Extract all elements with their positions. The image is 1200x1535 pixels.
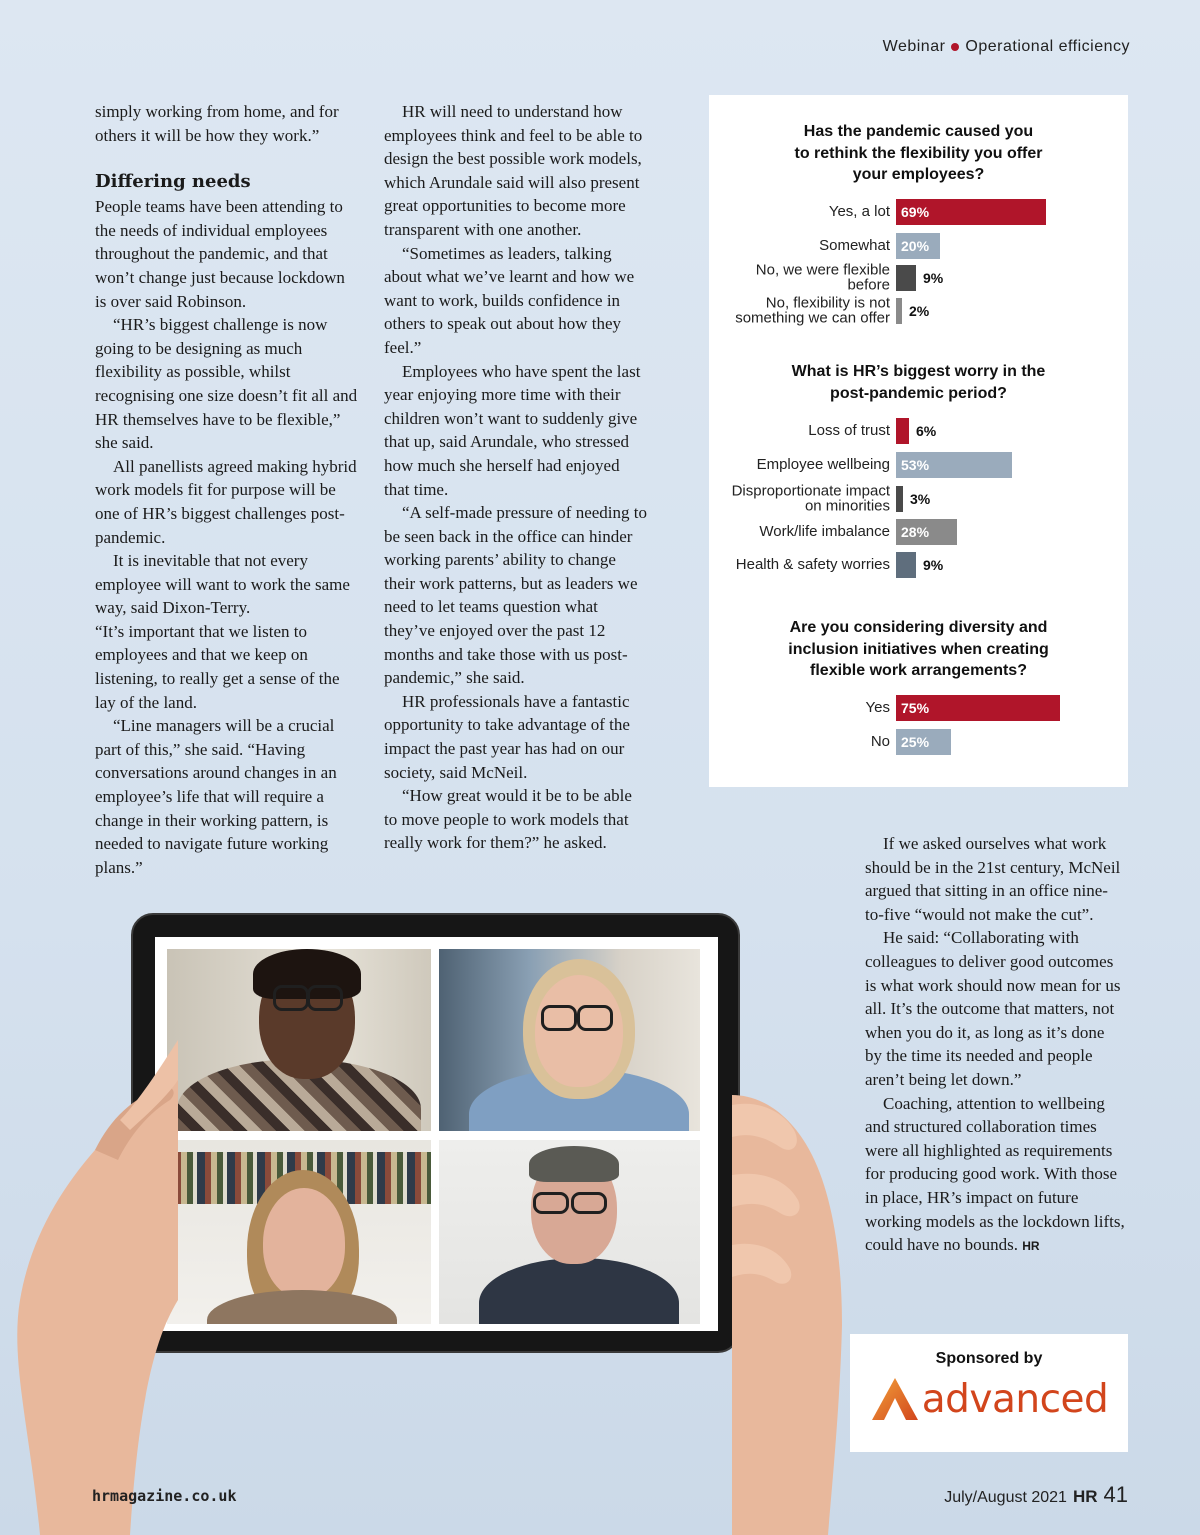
paragraph: “It’s important that we listen to employees and that we keep on listening, to really get a sense of the lay of the land. <box>95 621 340 712</box>
sponsor-box <box>850 1334 1128 1452</box>
bar-category-label: Work/life imbalance <box>759 522 890 540</box>
bar-value-label: 6% <box>916 423 937 439</box>
paragraph: “Sometimes as leaders, talking about what we’ve learnt and how we want to work, builds confidence in others to speak out about how they feel.” <box>384 243 635 357</box>
end-mark: HR <box>1022 1239 1040 1254</box>
bar-value-label: 53% <box>901 457 930 473</box>
issue-date: July/August 2021 <box>944 1489 1067 1506</box>
advanced-logo-text: advanced <box>921 1376 1109 1422</box>
paragraph: “Line managers will be a crucial part of this,” she said. “Having conversations around changes in an employee’s life that will require a change in their working pattern, is needed to navigate future working plans.” <box>95 716 337 877</box>
survey-row <box>709 695 1128 721</box>
paragraph: All panellists agreed making hybrid work models fit for purpose will be one of HR’s biggest challenges post-pandemic. <box>95 456 357 547</box>
bar-value-label: 2% <box>909 303 930 319</box>
bar <box>896 418 909 444</box>
survey-row <box>709 233 1128 259</box>
article-column-2 <box>384 100 649 855</box>
bar-category-label: Somewhat <box>819 236 890 254</box>
survey-row <box>709 729 1128 755</box>
bar-category-label: Loss of trust <box>808 421 890 439</box>
bar-value-label: 3% <box>910 491 931 507</box>
bar-value-label: 25% <box>901 734 930 750</box>
paragraph: Employees who have spent the last year enjoying more time with their children won’t want to suddenly give that up, said Arundale, who stressed how much she herself had enjoyed that time. <box>384 361 641 499</box>
right-hand-image <box>732 1085 872 1535</box>
sponsor-label: Sponsored by <box>935 1350 1043 1367</box>
video-tile-participant-2 <box>439 949 700 1131</box>
video-tile-participant-1 <box>167 949 431 1131</box>
video-tile-participant-4 <box>439 1140 700 1324</box>
video-tile-participant-3 <box>167 1140 431 1324</box>
bar-value-label: 20% <box>901 238 930 254</box>
article-column-3 <box>865 832 1125 1259</box>
survey-panel <box>709 95 1128 787</box>
survey-question-2: What is HR’s biggest worry in the post-pandemic period? <box>791 363 1046 402</box>
bar-category-label: No, flexibility is not something we can offer <box>735 294 890 326</box>
bar <box>896 265 916 291</box>
page-number: 41 <box>1103 1482 1128 1507</box>
section-label: Webinar <box>882 38 946 55</box>
page-footer <box>944 1482 1128 1508</box>
paragraph: “A self-made pressure of needing to be seen back in the office can hinder working parents’ ability to change their work patterns, but as leaders we need to let teams question what they’ve enjoyed over the past 12 months and take those with us post-pandemic,” she said. <box>384 503 647 688</box>
bar <box>896 552 916 578</box>
bar <box>896 298 902 324</box>
bar-value-label: 9% <box>923 557 944 573</box>
topic-label: Operational efficiency <box>965 38 1130 55</box>
paragraph: It is inevitable that not every employee will want to work the same way, said Dixon-Terry. <box>95 551 350 618</box>
website-url: hrmagazine.co.uk <box>92 1487 237 1505</box>
advanced-logo-mark-icon <box>870 1376 920 1422</box>
survey-row <box>709 294 1128 326</box>
paragraph: He said: “Collaborating with colleagues to deliver good outcomes is what work should now mean for us all. It’s the outcome that matters, not when you do it, as long as it’s done by the time its needed and people aren’t being let down.” <box>865 928 1121 1089</box>
advanced-logo <box>850 1376 1128 1422</box>
bar-category-label: No, we were flexible before <box>755 261 890 293</box>
survey-row <box>709 418 1128 444</box>
paragraph: HR professionals have a fantastic opportunity to take advantage of the impact the past year has had on our society, said McNeil. <box>384 691 630 782</box>
paragraph: “HR’s biggest challenge is now going to be designing as much flexibility as possible, whilst recognising one size doesn’t fit all and HR themselves have to be flexible,” she said. <box>95 315 358 453</box>
tablet-device <box>131 913 740 1353</box>
magazine-name: HR <box>1072 1487 1098 1506</box>
bar-value-label: 69% <box>901 204 930 220</box>
bar-category-label: No <box>870 732 890 750</box>
bullet-dot-icon <box>951 43 959 51</box>
survey-row <box>709 199 1128 225</box>
bar-category-label: Health & safety worries <box>735 555 890 573</box>
bar-category-label: Yes, a lot <box>828 202 890 220</box>
survey-question-1: Has the pandemic caused you to rethink the flexibility you offer your employees? <box>794 123 1043 183</box>
bar-value-label: 9% <box>923 270 944 286</box>
bar-value-label: 75% <box>901 700 930 716</box>
survey-question-3: Are you considering diversity and inclusion initiatives when creating flexible work arrangements? <box>788 619 1049 679</box>
survey-row <box>709 261 1128 293</box>
paragraph: simply working from home, and for others it will be how they work.” <box>95 102 339 145</box>
bar-category-label: Disproportionate impact on minorities <box>731 482 890 514</box>
paragraph: If we asked ourselves what work should be in the 21st century, McNeil argued that sitting in an office nine-to-five “would not make the cut”. <box>865 834 1121 924</box>
subheading: Differing needs <box>95 171 251 193</box>
survey-row <box>709 552 1128 578</box>
bar-value-label: 28% <box>901 524 930 540</box>
survey-row <box>709 519 1128 545</box>
survey-row <box>709 482 1128 514</box>
bar <box>896 486 903 512</box>
article-column-1 <box>95 100 360 879</box>
paragraph <box>865 1092 1125 1259</box>
survey-row <box>709 452 1128 478</box>
paragraph: People teams have been attending to the needs of individual employees throughout the pandemic, and that won’t change just because lockdown is over said Robinson. <box>95 197 345 311</box>
video-call-screen <box>155 937 718 1331</box>
paragraph: HR will need to understand how employees think and feel to be able to design the best possible work models, which Arundale said will also present great opportunities to become more transparent with one another. <box>384 102 643 239</box>
bar-category-label: Employee wellbeing <box>756 455 890 473</box>
paragraph: “How great would it be to be able to move people to work models that really work for them?” he asked. <box>384 786 632 853</box>
paragraph-text: Coaching, attention to wellbeing and structured collaboration times were all highlighted as requirements for producing good work. With those in place, HR’s impact on future working models as the lockdown lifts, could have no bounds. <box>865 1093 1125 1255</box>
section-header <box>883 38 1130 56</box>
left-hand-image <box>0 1000 180 1535</box>
bar-category-label: Yes <box>865 698 890 716</box>
